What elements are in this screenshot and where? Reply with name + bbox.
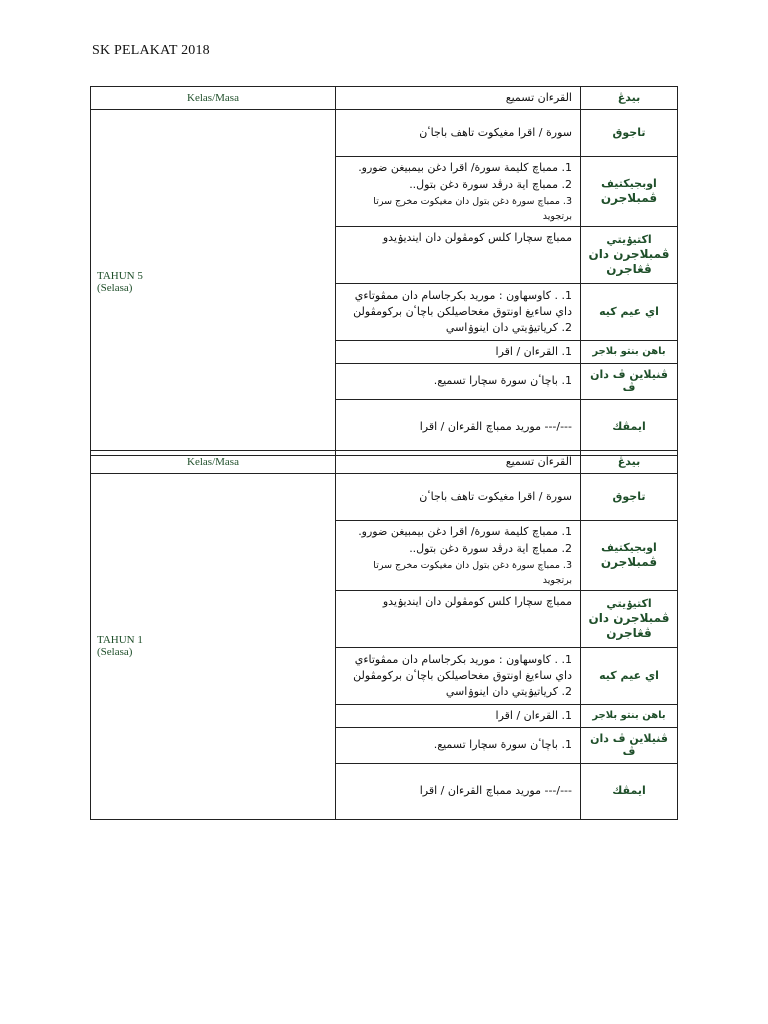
class-cell [91,473,336,819]
activity-label-line: ڤڠاجرن [606,262,652,277]
activity-label [581,591,678,648]
class-name: TAHUN 1 [97,634,143,647]
objective-item: 1. ممباچ كليمة سورة/ اقرا دغن بيمبيغن ضورو. [358,160,572,174]
activity-label-line: ڤمبلاجرن دان [588,247,670,262]
evaluation-label-line: ڤ [622,381,636,395]
reflection-value: ---/--- موريد ممباچ القرءان / اقرا [336,399,581,455]
objective-list [336,156,581,227]
subject-label: بيدڠ [581,87,678,110]
aid-label: باهن بنتو بلاجر [581,705,678,728]
activity-value: ممباچ سچارا كلس كومڤولن دان اينديۏيدو [336,227,581,284]
reflection-label: ايمڤك [581,399,678,455]
evaluation-value: 1. باچاٴن سورة سچارا تسميع. [336,363,581,399]
class-time-header: Kelas/Masa [91,87,336,110]
class-cell [91,109,336,455]
topic-row [91,473,678,520]
topic-value: سورة / اقرا مغيكوت تاهف باجاٴن [336,109,581,156]
objective-label-line: ڤمبلاجرن [600,190,658,205]
document-title: SK PELAKAT 2018 [92,43,210,58]
evaluation-value: 1. باچاٴن سورة سچارا تسميع. [336,727,581,763]
activity-label-line: ڤمبلاجرن دان [588,611,670,626]
objective-item: 1. ممباچ كليمة سورة/ اقرا دغن بيمبيغن ضورو. [358,524,572,538]
objective-item: 2. ممباچ اية درڤد سورة دغن بتول.. [409,178,572,192]
aid-value: 1. القرءان / اقرا [336,705,581,728]
class-day: (Selasa) [97,282,133,295]
emk-list [336,284,581,341]
aid-label: باهن بنتو بلاجر [581,341,678,364]
topic-row [91,109,678,156]
emk-item: 2. كرياتيۏيتي دان اينوۏاسي [445,321,572,335]
subject-row [91,87,678,110]
objective-label [581,520,678,591]
evaluation-label-line: ڤنيلاين ڤ دان [590,367,668,381]
evaluation-label [581,363,678,399]
activity-label-line: اكتيۏيتي [606,597,652,611]
activity-label [581,227,678,284]
class-time-header: Kelas/Masa [91,451,336,474]
emk-item: 1. . كاوسهاون : موريد بكرجاسام دان ممڤوتاءي داي ساءيغ اونتوق مغحاصيلكن باچاٴن بركومڤولن [353,289,572,319]
class-day: (Selasa) [97,646,133,659]
subject-label: بيدڠ [581,451,678,474]
emk-item: 1. . كاوسهاون : موريد بكرجاسام دان ممڤوتاءي داي ساءيغ اونتوق مغحاصيلكن باچاٴن بركومڤولن [353,653,572,683]
lesson-plan-table [90,450,678,820]
subject-value: القرءان تسميع [336,451,581,474]
reflection-label: ايمڤك [581,763,678,819]
objective-item: 3. ممباچ سورة دغن بتول دان مغيكوت مخرج سرتا برتجويد [373,559,572,586]
topic-label: تاجوق [581,109,678,156]
objective-item: 2. ممباچ اية درڤد سورة دغن بتول.. [409,542,572,556]
lesson-plan-table [90,86,678,456]
emk-label: اي عيم كيه [581,648,678,705]
aid-value: 1. القرءان / اقرا [336,341,581,364]
reflection-value: ---/--- موريد ممباچ القرءان / اقرا [336,763,581,819]
emk-label: اي عيم كيه [581,284,678,341]
activity-label-line: ڤڠاجرن [606,626,652,641]
evaluation-label-line: ڤ [622,745,636,759]
evaluation-label [581,727,678,763]
evaluation-label-line: ڤنيلاين ڤ دان [590,731,668,745]
topic-value: سورة / اقرا مغيكوت تاهف باجاٴن [336,473,581,520]
emk-list [336,648,581,705]
objective-item: 3. ممباچ سورة دغن بتول دان مغيكوت مخرج سرتا برتجويد [373,195,572,222]
emk-item: 2. كرياتيۏيتي دان اينوۏاسي [445,685,572,699]
subject-value: القرءان تسميع [336,87,581,110]
objective-label [581,156,678,227]
class-name: TAHUN 5 [97,270,143,283]
topic-label: تاجوق [581,473,678,520]
objective-list [336,520,581,591]
activity-label-line: اكتيۏيتي [606,233,652,247]
subject-row [91,451,678,474]
objective-label-line: اوبجيكتيف [601,177,657,190]
activity-value: ممباچ سچارا كلس كومڤولن دان اينديۏيدو [336,591,581,648]
objective-label-line: ڤمبلاجرن [600,554,658,569]
objective-label-line: اوبجيكتيف [601,541,657,554]
